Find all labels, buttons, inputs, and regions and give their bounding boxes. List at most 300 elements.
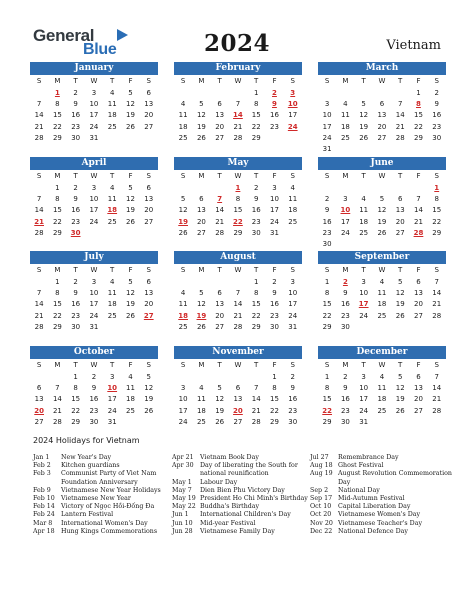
day-cell: 11	[107, 100, 117, 109]
day-cell: 19	[215, 406, 225, 415]
holiday-row	[172, 528, 308, 536]
holiday-date	[33, 479, 61, 487]
day-cell: 12	[359, 111, 369, 120]
day-cell: 25	[359, 228, 369, 237]
holiday-day-cell: 10	[340, 206, 351, 215]
day-grid	[30, 277, 158, 333]
day-cell: 19	[144, 395, 154, 404]
day-cell: 6	[199, 195, 204, 204]
day-cell: 5	[379, 195, 385, 204]
holiday-row	[33, 495, 169, 503]
empty-day-cell	[192, 277, 210, 288]
weekday-label: M	[198, 266, 205, 274]
holiday-day-cell: 20	[34, 406, 44, 415]
day-cell: 24	[359, 311, 369, 320]
day-cell: 12	[196, 300, 206, 309]
holiday-date: Jan 1	[33, 454, 50, 461]
day-cell: 26	[126, 122, 135, 131]
day-cell: 9	[73, 100, 78, 109]
day-cell: 31	[107, 417, 117, 426]
holiday-name: Capital Liberation Day	[338, 503, 411, 511]
day-cell: 1	[324, 278, 330, 286]
day-cell: 20	[395, 217, 405, 226]
holiday-row	[33, 479, 169, 487]
holiday-day-cell: 24	[287, 122, 298, 131]
holiday-date: Oct 20	[310, 511, 332, 519]
weekday-label: S	[146, 77, 151, 85]
month-title: February	[174, 62, 302, 75]
day-cell: 13	[196, 206, 206, 215]
holiday-row	[33, 511, 169, 519]
holiday-date: Jun 1	[172, 511, 189, 519]
day-cell: 28	[52, 417, 62, 426]
day-cell: 26	[395, 311, 405, 320]
empty-day-cell	[192, 88, 210, 99]
day-cell: 18	[107, 300, 117, 309]
day-cell: 14	[432, 289, 442, 298]
weekday-label: T	[361, 266, 366, 274]
day-grid	[30, 183, 158, 239]
weekday-label: T	[217, 77, 222, 85]
day-cell: 30	[71, 133, 81, 142]
day-cell: 7	[235, 100, 241, 109]
day-cell: 11	[178, 111, 188, 120]
day-cell: 20	[414, 395, 423, 404]
day-cell: 28	[432, 406, 442, 415]
day-cell: 17	[288, 111, 298, 120]
day-cell: 22	[432, 217, 442, 226]
day-cell: 23	[432, 122, 442, 131]
day-grid	[30, 88, 158, 144]
holiday-day-cell: 18	[178, 311, 188, 320]
day-cell: 2	[290, 373, 295, 381]
day-cell: 7	[253, 384, 259, 393]
day-cell: 16	[71, 300, 81, 309]
day-cell: 2	[324, 195, 330, 204]
holiday-day-cell: 27	[143, 311, 154, 320]
month-november	[174, 346, 302, 428]
day-cell: 5	[146, 373, 151, 381]
holiday-date: Jun 28	[172, 527, 193, 535]
day-cell: 8	[253, 289, 259, 298]
weekday-header	[318, 75, 446, 88]
day-cell: 26	[144, 406, 154, 415]
holiday-name: Buddha's Birthday	[200, 503, 260, 511]
weekday-label: F	[272, 361, 277, 369]
day-cell: 27	[414, 311, 423, 320]
day-cell: 23	[322, 228, 332, 237]
day-cell: 12	[196, 111, 206, 120]
day-cell: 29	[251, 133, 261, 142]
day-cell: 25	[107, 122, 117, 131]
day-cell: 28	[251, 417, 261, 426]
empty-day-cell	[229, 88, 247, 99]
day-cell: 28	[34, 322, 44, 331]
day-cell: 1	[253, 278, 259, 286]
day-cell: 15	[251, 300, 261, 309]
weekday-label: W	[378, 77, 386, 85]
day-cell: 19	[126, 111, 135, 120]
holiday-date: Feb 2	[33, 462, 51, 470]
weekday-label: W	[90, 266, 98, 274]
day-cell: 24	[178, 417, 188, 426]
day-cell: 20	[215, 122, 225, 131]
day-cell: 9	[272, 289, 277, 298]
day-cell: 30	[288, 417, 298, 426]
day-cell: 25	[196, 417, 206, 426]
day-cell: 10	[89, 195, 99, 204]
day-cell: 7	[434, 373, 439, 381]
day-cell: 25	[126, 406, 135, 415]
month-march	[318, 62, 446, 155]
holiday-day-cell: 8	[416, 100, 421, 109]
holiday-date: Oct 10	[310, 503, 332, 511]
day-cell: 16	[251, 206, 261, 215]
empty-day-cell	[391, 88, 409, 99]
weekday-label: F	[128, 361, 133, 369]
weekday-label: W	[234, 77, 242, 85]
holiday-day-cell: 19	[196, 311, 207, 320]
day-cell: 22	[52, 311, 62, 320]
holiday-name: Mid-Autumn Festival	[338, 494, 405, 502]
day-cell: 2	[91, 373, 97, 381]
weekday-label: T	[398, 77, 403, 85]
day-cell: 16	[340, 300, 350, 309]
weekday-header	[30, 75, 158, 88]
day-cell: 18	[196, 406, 206, 415]
day-cell: 31	[322, 144, 332, 153]
day-cell: 4	[361, 195, 366, 204]
day-cell: 30	[270, 322, 279, 331]
day-cell: 2	[272, 278, 277, 286]
day-cell: 15	[52, 206, 62, 215]
day-cell: 5	[361, 100, 366, 109]
day-cell: 16	[288, 395, 298, 404]
day-cell: 17	[340, 217, 350, 226]
day-cell: 23	[251, 217, 261, 226]
day-cell: 20	[215, 311, 225, 320]
day-cell: 23	[288, 406, 298, 415]
holiday-date: Sep 17	[310, 494, 333, 502]
calendar-country: Vietnam	[386, 38, 441, 53]
month-title: January	[30, 62, 158, 75]
weekday-label: W	[234, 172, 242, 180]
day-cell: 19	[196, 122, 206, 131]
holiday-name: Dien Bien Phu Victory Day	[200, 486, 285, 494]
day-cell: 18	[126, 395, 135, 404]
day-cell: 11	[178, 300, 188, 309]
day-grid	[318, 277, 446, 333]
day-cell: 31	[288, 322, 298, 331]
day-cell: 27	[395, 228, 405, 237]
holiday-day-cell: 1	[434, 184, 440, 192]
holiday-row	[310, 528, 446, 536]
day-cell: 4	[343, 100, 348, 109]
day-cell: 18	[107, 111, 117, 120]
day-cell: 15	[52, 300, 62, 309]
empty-day-cell	[192, 372, 210, 383]
day-cell: 13	[215, 111, 225, 120]
day-cell: 6	[146, 89, 151, 97]
day-cell: 3	[180, 384, 186, 393]
holiday-name: Vietnamese New Year	[61, 494, 131, 502]
weekday-label: M	[198, 361, 205, 369]
day-cell: 14	[395, 111, 405, 120]
day-cell: 6	[146, 278, 151, 286]
holiday-name: Kitchen guardians	[61, 462, 120, 470]
holiday-column	[310, 454, 452, 536]
day-cell: 30	[432, 133, 442, 142]
day-cell: 2	[343, 373, 348, 381]
day-cell: 3	[91, 89, 97, 97]
day-cell: 14	[34, 300, 44, 309]
weekday-label: T	[73, 266, 78, 274]
weekday-label: S	[146, 266, 151, 274]
day-cell: 21	[432, 300, 442, 309]
day-cell: 10	[89, 100, 99, 109]
day-cell: 12	[126, 289, 135, 298]
holiday-name: Vietnamese New Year Holidays	[61, 486, 161, 494]
day-cell: 18	[359, 217, 369, 226]
holiday-row	[33, 528, 169, 536]
holiday-day-cell: 7	[217, 195, 223, 204]
empty-day-cell	[373, 183, 391, 194]
day-cell: 27	[34, 417, 44, 426]
day-cell: 24	[89, 122, 99, 131]
holiday-date: Sep 2	[310, 486, 329, 494]
day-cell: 8	[73, 384, 78, 393]
day-cell: 16	[89, 395, 99, 404]
day-cell: 6	[416, 373, 421, 381]
holiday-date: Feb 9	[33, 486, 51, 494]
day-cell: 26	[178, 228, 188, 237]
weekday-label: T	[398, 266, 403, 274]
holiday-name: International Children's Day	[200, 511, 291, 519]
day-cell: 9	[91, 384, 97, 393]
month-october	[30, 346, 158, 428]
day-cell: 14	[215, 206, 225, 215]
day-cell: 5	[199, 289, 204, 298]
day-cell: 25	[178, 322, 188, 331]
holiday-column	[172, 454, 308, 536]
day-cell: 11	[126, 384, 135, 393]
month-february	[174, 62, 302, 144]
weekday-label: W	[90, 361, 98, 369]
day-cell: 3	[343, 195, 348, 204]
day-cell: 11	[196, 395, 206, 404]
day-cell: 29	[233, 228, 243, 237]
month-july	[30, 251, 158, 333]
holiday-date: Feb 10	[33, 494, 55, 502]
weekday-label: T	[254, 266, 259, 274]
day-cell: 15	[432, 206, 442, 215]
holiday-date: Apr 30	[172, 462, 194, 470]
day-cell: 5	[397, 278, 403, 286]
month-june	[318, 157, 446, 250]
weekday-label: M	[54, 77, 61, 85]
day-cell: 8	[55, 289, 60, 298]
weekday-label: S	[434, 77, 439, 85]
day-cell: 1	[55, 278, 60, 286]
weekday-label: F	[416, 172, 421, 180]
holiday-row	[172, 479, 308, 487]
holiday-day-cell: 14	[233, 111, 243, 120]
day-cell: 30	[89, 417, 99, 426]
day-cell: 11	[288, 195, 298, 204]
empty-day-cell	[174, 372, 192, 383]
day-cell: 25	[340, 133, 350, 142]
day-cell: 12	[126, 195, 135, 204]
day-grid	[174, 183, 302, 239]
weekday-label: S	[324, 361, 330, 369]
day-cell: 5	[128, 89, 133, 97]
day-cell: 26	[395, 406, 405, 415]
weekday-header	[174, 170, 302, 183]
day-cell: 21	[251, 406, 261, 415]
month-january	[30, 62, 158, 144]
day-cell: 20	[377, 122, 387, 131]
day-cell: 21	[432, 395, 442, 404]
empty-day-cell	[409, 183, 427, 194]
holiday-date: Jul 27	[310, 454, 329, 461]
holiday-row	[172, 503, 308, 511]
day-cell: 14	[251, 395, 261, 404]
day-cell: 4	[379, 373, 385, 381]
day-cell: 29	[322, 322, 332, 331]
holiday-date: May 19	[172, 494, 196, 502]
weekday-label: S	[434, 361, 439, 369]
day-cell: 15	[414, 111, 423, 120]
holiday-day-cell: 22	[233, 217, 243, 226]
day-cell: 29	[414, 133, 423, 142]
holidays-title: 2024 Holidays for Vietnam	[33, 436, 140, 445]
weekday-label: T	[398, 361, 403, 369]
day-cell: 4	[109, 278, 115, 286]
weekday-label: T	[73, 361, 78, 369]
weekday-label: M	[198, 77, 205, 85]
day-cell: 18	[377, 395, 387, 404]
holiday-name: Remembrance Day	[338, 454, 399, 461]
day-cell: 6	[146, 184, 151, 192]
day-cell: 4	[199, 384, 204, 393]
day-cell: 25	[288, 217, 298, 226]
weekday-label: M	[342, 77, 349, 85]
weekday-label: F	[416, 266, 421, 274]
weekday-label: M	[54, 172, 61, 180]
empty-day-cell	[211, 277, 229, 288]
day-cell: 1	[55, 184, 60, 192]
day-grid	[318, 183, 446, 250]
day-cell: 25	[377, 406, 387, 415]
day-cell: 27	[196, 228, 206, 237]
holiday-date: Aug 19	[310, 470, 333, 478]
day-cell: 4	[180, 100, 186, 109]
weekday-label: S	[290, 361, 295, 369]
day-cell: 27	[144, 122, 154, 131]
day-cell: 4	[109, 89, 115, 97]
empty-day-cell	[30, 372, 48, 383]
empty-day-cell	[391, 183, 409, 194]
day-grid	[174, 372, 302, 428]
holiday-day-cell: 20	[233, 406, 243, 415]
day-cell: 22	[52, 122, 62, 131]
weekday-label: W	[234, 361, 242, 369]
holiday-day-cell: 30	[70, 228, 81, 237]
day-cell: 9	[73, 289, 78, 298]
day-grid	[30, 372, 158, 428]
holiday-name: National Defence Day	[338, 527, 408, 535]
holiday-row	[310, 454, 446, 462]
day-cell: 11	[377, 289, 387, 298]
holiday-day-cell: 10	[287, 100, 298, 109]
day-cell: 23	[270, 311, 279, 320]
day-cell: 1	[253, 89, 259, 97]
weekday-label: T	[110, 172, 115, 180]
day-cell: 8	[324, 289, 330, 298]
day-cell: 27	[377, 133, 387, 142]
day-cell: 28	[395, 133, 405, 142]
weekday-label: T	[73, 77, 78, 85]
day-cell: 9	[253, 195, 259, 204]
day-cell: 30	[251, 228, 261, 237]
day-cell: 6	[36, 384, 42, 393]
weekday-label: M	[342, 266, 349, 274]
month-september	[318, 251, 446, 333]
day-cell: 18	[377, 300, 387, 309]
day-cell: 5	[128, 278, 133, 286]
weekday-label: W	[378, 361, 386, 369]
weekday-label: S	[180, 361, 186, 369]
holiday-row	[310, 495, 446, 503]
day-cell: 29	[251, 322, 261, 331]
holiday-name: National Day	[338, 486, 380, 494]
day-cell: 6	[397, 195, 403, 204]
holiday-row	[172, 454, 308, 462]
day-cell: 10	[270, 195, 279, 204]
day-cell: 30	[340, 322, 350, 331]
weekday-label: W	[378, 266, 386, 274]
day-cell: 22	[251, 122, 261, 131]
day-grid	[174, 88, 302, 144]
month-title: June	[318, 157, 446, 170]
holiday-name: Foundation Anniversary	[61, 478, 138, 486]
holiday-name: President Ho Chi Minh's Birthday	[200, 494, 308, 502]
holiday-row	[172, 520, 308, 528]
month-december	[318, 346, 446, 428]
weekday-label: M	[54, 361, 61, 369]
weekday-header	[174, 359, 302, 372]
day-cell: 20	[196, 217, 206, 226]
day-cell: 4	[180, 289, 186, 298]
day-cell: 15	[322, 395, 332, 404]
day-cell: 31	[89, 322, 99, 331]
day-cell: 23	[340, 311, 350, 320]
holiday-day-cell: 10	[107, 384, 118, 393]
day-cell: 19	[126, 206, 135, 215]
weekday-label: T	[398, 172, 403, 180]
day-cell: 23	[71, 311, 81, 320]
holiday-day-cell: 21	[34, 217, 44, 226]
weekday-label: S	[180, 172, 186, 180]
weekday-label: T	[110, 77, 115, 85]
day-cell: 24	[270, 217, 279, 226]
month-may	[174, 157, 302, 239]
holiday-day-cell: 1	[235, 184, 241, 192]
day-cell: 7	[36, 195, 42, 204]
day-cell: 14	[34, 111, 44, 120]
day-cell: 13	[395, 206, 405, 215]
weekday-label: T	[110, 361, 115, 369]
